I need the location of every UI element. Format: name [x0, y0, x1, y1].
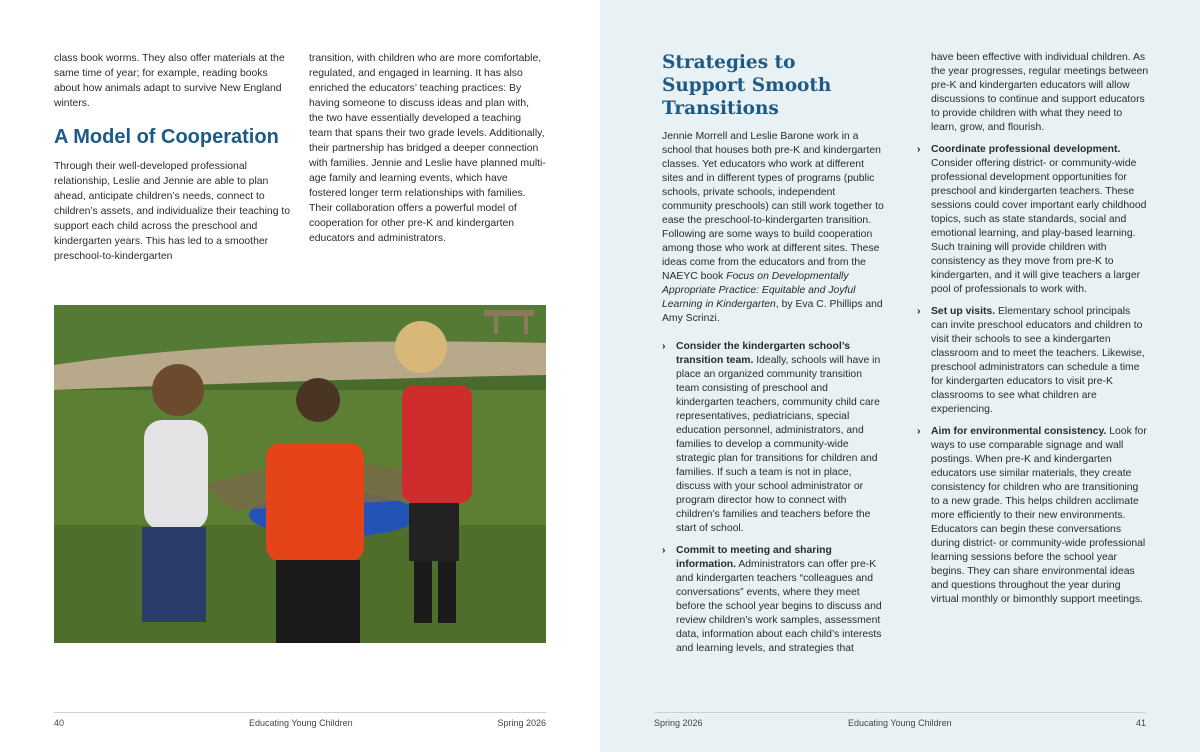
chevron-right-icon: › — [662, 341, 666, 352]
list-item — [917, 305, 1149, 417]
chevron-right-icon: › — [917, 306, 921, 317]
chevron-right-icon: › — [917, 426, 921, 437]
left-footer-publication: Educating Young Children — [249, 718, 353, 728]
bullet-title: Commit to meeting and sharing information. — [676, 545, 832, 570]
left-page-number: 40 — [54, 718, 65, 728]
col2-body-text: transition, with children who are more comfortable, regulated, and engaged in learning. It has also enriched the educators’ teaching practices: By having someone to discuss ideas and plan with, the two have essentially developed a teaching team that spans their two grade levels. Additionally, their partnership has bridged a deeper connection with families. Jennie and Leslie have planned multi-age family and learning events, which have fostered longer term relationships with families. Their collaboration offers a powerful model of cooperation for other pre-K and kindergarten educators and administrators. — [309, 53, 546, 244]
right-footer-publication: Educating Young Children — [848, 718, 952, 728]
bullet-title: Coordinate professional development. — [931, 144, 1121, 155]
intro-book-title: Focus on Developmentally Appropriate Practice: Equitable and Joyful Learning in Kindergarten — [662, 271, 856, 310]
right-page-number: 41 — [1135, 718, 1146, 728]
right-column-2 — [917, 51, 1149, 615]
chevron-right-icon: › — [917, 144, 921, 155]
left-column-2 — [309, 51, 546, 246]
intro-text — [662, 130, 884, 326]
col1-body-text: Through their well-developed professional relationship, Leslie and Jennie are able to plan ahead, anticipate children’s needs, connect to children’s assets, and individualize their teaching to support each child across the preschool and kindergarten years. This has led to a smoother preschool-to-kindergarten — [54, 161, 291, 262]
left-footer-issue: Spring 2026 — [497, 718, 546, 728]
list-item — [917, 143, 1149, 297]
bullet-text: Consider offering district- or community-wide professional development opportunities for preschool and kindergarten teachers. These sessions could cover important early childhood topics, such as state standards, social and emotional learning, and play-based learning. Such training will provide children with consistency as they move from pre-K to kindergarten, and it will give teachers a larger pool of professionals to work with. — [931, 158, 1147, 295]
right-footer-issue: Spring 2026 — [654, 718, 703, 728]
col2-top-text: have been effective with individual children. As the year progresses, regular meetings between pre-K and kindergarten educators will allow discussions to continue and support educators to provide children with what they need to learn, grow, and flourish. — [931, 52, 1149, 133]
list-item — [662, 340, 884, 536]
bullet-title: Aim for environmental consistency. — [931, 426, 1107, 437]
bullet-text: Elementary school principals can invite preschool educators and children to visit their schools to see a kindergarten classroom and to meet the teachers. Likewise, preschool administrators can schedule a time for kindergarten educators to visit pre-K classrooms to see what children are experiencing. — [931, 306, 1145, 415]
section-heading: A Model of Cooperation — [54, 126, 279, 148]
bullet-title: Consider the kindergarten school’s transition team. — [676, 341, 850, 366]
list-item — [917, 425, 1149, 607]
strategies-list-2 — [917, 143, 1149, 607]
chevron-right-icon: › — [662, 545, 666, 556]
right-page — [600, 0, 1200, 752]
left-footer — [54, 712, 546, 728]
right-footer — [654, 712, 1146, 728]
right-column-1 — [662, 51, 884, 664]
col1-top-text: class book worms. They also offer materials at the same time of year; for example, reading books about how animals adapt to survive New England winters. — [54, 53, 285, 109]
children-photo — [54, 305, 546, 643]
strategies-heading: Strategies to Support Smooth Transitions — [662, 52, 832, 119]
left-column-1 — [54, 51, 294, 264]
bullet-title: Set up visits. — [931, 306, 996, 317]
bullet-text: Administrators can offer pre-K and kindergarten teachers “colleagues and conversations” events, where they meet before the school year begins to discuss and review children’s work samples, assessment data, information about each child’s interests and learning levels, and strategies that — [676, 559, 882, 654]
list-item — [662, 544, 884, 656]
intro-part1: Jennie Morrell and Leslie Barone work in a school that houses both pre-K and kindergarten classes. Yet educators who work at different sites and in different types of programs (public schools, private schools, independent community preschools) can still work together to ease the preschool-to-kindergarten transition. Following are some ways to build cooperation among those who work at different sites. These ideas come from the educators and from the NAEYC book — [662, 131, 884, 282]
intro-part2: , by Eva C. Phillips and Amy Scrinzi. — [662, 299, 883, 324]
bullet-text: Look for ways to use comparable signage and wall postings. When pre-K and kindergarten educators use similar materials, they create consistency for children who are transitioning to a new grade. This helps children acclimate more efficiently to their new environments. Educators can begin these conversations during district- or community-wide professional learning sessions before the school year begins. They can share environmental ideas and questions throughout the year during virtual monthly or bimonthly support meetings. — [931, 426, 1147, 605]
strategies-list-1 — [662, 340, 884, 656]
bullet-text: Ideally, schools will have in place an organized community transition team consisting of preschool and kindergarten teachers, community child care representatives, pediatricians, special education personnel, administrators, and families to develop a community-wide strategic plan for transitions for children and families. If such a team is not in place, discuss with your school administrator or program director how to connect with children’s families and teachers before the start of school. — [676, 355, 881, 534]
